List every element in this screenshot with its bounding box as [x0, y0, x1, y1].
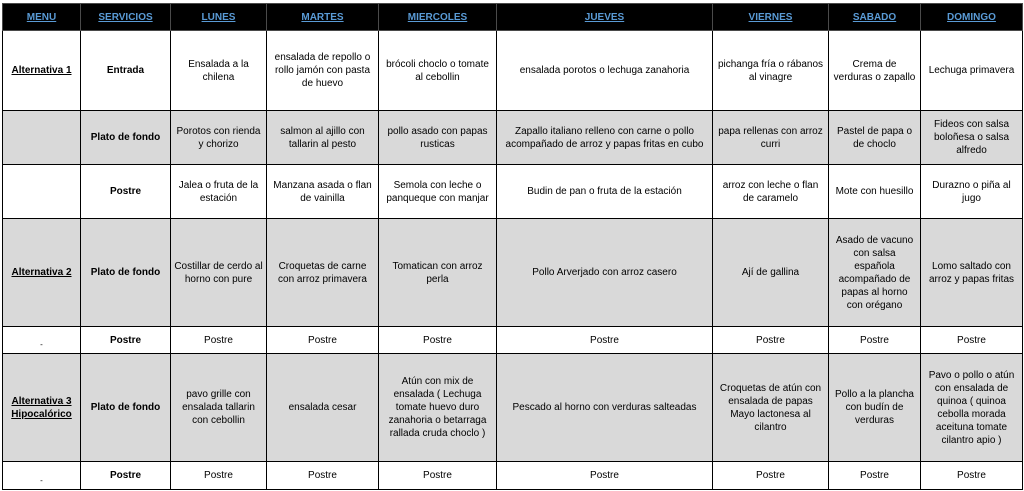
- menu-cell: pollo asado con papas rusticas: [379, 111, 497, 165]
- header-domingo: DOMINGO: [921, 4, 1023, 31]
- menu-label: Alternativa 2: [3, 219, 81, 327]
- menu-cell: Postre: [497, 462, 713, 490]
- menu-cell: Postre: [829, 462, 921, 490]
- header-martes: MARTES: [267, 4, 379, 31]
- menu-cell: Pollo a la plancha con budín de verduras: [829, 354, 921, 462]
- menu-cell: Lechuga primavera: [921, 31, 1023, 111]
- menu-label: [3, 165, 81, 219]
- menu-cell: Croquetas de atún con ensalada de papas Mayo lactonesa al cilantro: [713, 354, 829, 462]
- menu-cell: Atún con mix de ensalada ( Lechuga tomate huevo duro zanahoria o betarraga rallada cruda choclo ): [379, 354, 497, 462]
- menu-cell: Asado de vacuno con salsa española acompañado de papas al horno con orégano: [829, 219, 921, 327]
- menu-table-container: [2, 3, 1022, 490]
- service-label: Plato de fondo: [81, 354, 171, 462]
- menu-cell: ensalada cesar: [267, 354, 379, 462]
- menu-cell: Pescado al horno con verduras salteadas: [497, 354, 713, 462]
- menu-cell: Lomo saltado con arroz y papas fritas: [921, 219, 1023, 327]
- menu-cell: Tomatican con arroz perla: [379, 219, 497, 327]
- menu-label: Alternativa 3 Hipocalórico: [3, 354, 81, 462]
- menu-cell: pichanga fría o rábanos al vinagre: [713, 31, 829, 111]
- menu-cell: ensalada de repollo o rollo jamón con pasta de huevo: [267, 31, 379, 111]
- menu-cell: papa rellenas con arroz curri: [713, 111, 829, 165]
- table-row: [3, 327, 1023, 354]
- menu-cell: Postre: [379, 462, 497, 490]
- header-jueves: JUEVES: [497, 4, 713, 31]
- menu-cell: Postre: [267, 327, 379, 354]
- menu-cell: arroz con leche o flan de caramelo: [713, 165, 829, 219]
- weekly-menu-table: [2, 3, 1023, 490]
- menu-cell: Postre: [713, 462, 829, 490]
- table-row: [3, 111, 1023, 165]
- menu-cell: salmon al ajillo con tallarin al pesto: [267, 111, 379, 165]
- table-row: [3, 354, 1023, 462]
- service-label: Plato de fondo: [81, 111, 171, 165]
- service-label: Postre: [81, 462, 171, 490]
- service-label: Entrada: [81, 31, 171, 111]
- header-sabado: SABADO: [829, 4, 921, 31]
- menu-cell: pavo grille con ensalada tallarin con cebollin: [171, 354, 267, 462]
- header-menu: MENU: [3, 4, 81, 31]
- menu-cell: Postre: [379, 327, 497, 354]
- menu-cell: Zapallo italiano relleno con carne o pollo acompañado de arroz y papas fritas en cubo: [497, 111, 713, 165]
- menu-cell: Postre: [267, 462, 379, 490]
- menu-cell: Jalea o fruta de la estación: [171, 165, 267, 219]
- header-lunes: LUNES: [171, 4, 267, 31]
- menu-cell: Postre: [829, 327, 921, 354]
- service-label: Postre: [81, 327, 171, 354]
- service-label: Plato de fondo: [81, 219, 171, 327]
- menu-cell: Postre: [921, 327, 1023, 354]
- menu-cell: Postre: [171, 462, 267, 490]
- header-viernes: VIERNES: [713, 4, 829, 31]
- menu-cell: Mote con huesillo: [829, 165, 921, 219]
- menu-cell: Ensalada a la chilena: [171, 31, 267, 111]
- menu-cell: Postre: [497, 327, 713, 354]
- menu-cell: Croquetas de carne con arroz primavera: [267, 219, 379, 327]
- header-servicios: SERVICIOS: [81, 4, 171, 31]
- table-row: [3, 462, 1023, 490]
- menu-cell: Ají de gallina: [713, 219, 829, 327]
- service-label: Postre: [81, 165, 171, 219]
- menu-cell: Durazno o piña al jugo: [921, 165, 1023, 219]
- menu-cell: Budin de pan o fruta de la estación: [497, 165, 713, 219]
- menu-label: Alternativa 1: [3, 31, 81, 111]
- menu-cell: Pavo o pollo o atún con ensalada de quinoa ( quinoa cebolla morada aceituna tomate cilantro apio ): [921, 354, 1023, 462]
- menu-label: -: [3, 462, 81, 490]
- menu-cell: brócoli choclo o tomate al cebollin: [379, 31, 497, 111]
- table-row: [3, 165, 1023, 219]
- menu-cell: Semola con leche o panqueque con manjar: [379, 165, 497, 219]
- header-miercoles: MIERCOLES: [379, 4, 497, 31]
- header-row: [3, 4, 1023, 31]
- table-row: [3, 31, 1023, 111]
- menu-cell: Pastel de papa o de choclo: [829, 111, 921, 165]
- menu-cell: Fideos con salsa boloñesa o salsa alfredo: [921, 111, 1023, 165]
- menu-label: [3, 111, 81, 165]
- menu-cell: Porotos con rienda y chorizo: [171, 111, 267, 165]
- menu-cell: ensalada porotos o lechuga zanahoria: [497, 31, 713, 111]
- menu-cell: Crema de verduras o zapallo: [829, 31, 921, 111]
- table-row: [3, 219, 1023, 327]
- menu-cell: Postre: [171, 327, 267, 354]
- menu-cell: Pollo Arverjado con arroz casero: [497, 219, 713, 327]
- menu-cell: Manzana asada o flan de vainilla: [267, 165, 379, 219]
- menu-label: -: [3, 327, 81, 354]
- menu-cell: Costillar de cerdo al horno con pure: [171, 219, 267, 327]
- menu-cell: Postre: [921, 462, 1023, 490]
- menu-cell: Postre: [713, 327, 829, 354]
